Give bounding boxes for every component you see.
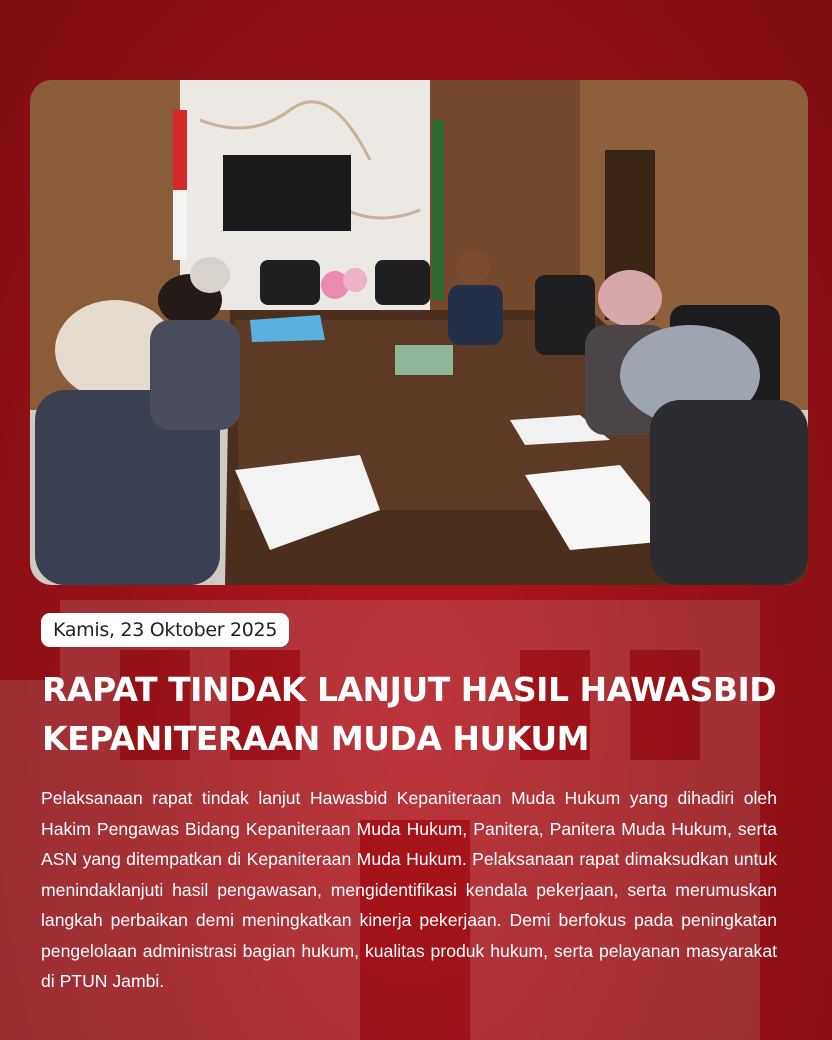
post-title-line-1: RAPAT TINDAK LANJUT HASIL HAWASBID xyxy=(42,670,777,709)
post-title xyxy=(42,665,812,763)
date-badge: Kamis, 23 Oktober 2025 xyxy=(41,613,289,647)
meeting-photo xyxy=(30,80,808,585)
meeting-photo-illustration xyxy=(30,80,808,585)
post-title-line-2: KEPANITERAAN MUDA HUKUM xyxy=(42,719,589,758)
post-body-text: Pelaksanaan rapat tindak lanjut Hawasbid Kepaniteraan Muda Hukum yang dihadiri oleh Hakim Pengawas Bidang Kepaniteraan Muda Hukum, Panitera, Panitera Muda Hukum, serta ASN yang ditempatkan di Kepaniteraan Muda Hukum. Pelaksanaan rapat dimaksudkan untuk menindaklanjuti hasil pengawasan, mengidentifikasi kendala pekerjaan, serta merumuskan langkah perbaikan demi meningkatkan kinerja pekerjaan. Demi berfokus pada peningkatan pengelolaan administrasi bagian hukum, kualitas produk hukum, serta pelayanan masyarakat di PTUN Jambi. xyxy=(41,788,777,991)
